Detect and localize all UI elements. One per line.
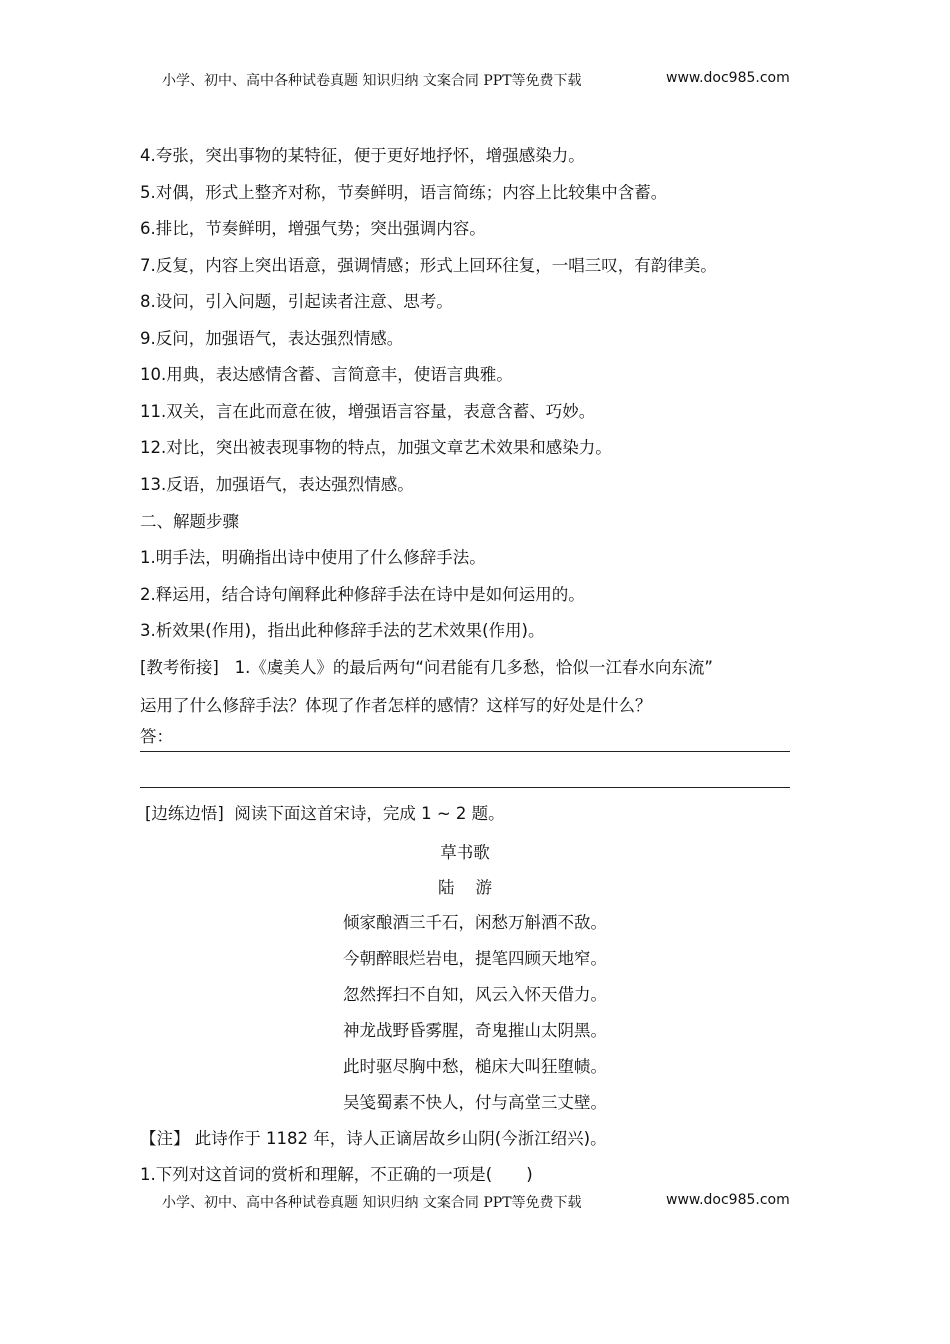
step-item: 2.释运用，结合诗句阐释此种修辞手法在诗中是如何运用的。 bbox=[140, 585, 585, 604]
banner-site-link[interactable]: www.doc985.com bbox=[666, 1192, 790, 1208]
step-item: 3.析效果(作用)，指出此种修辞手法的艺术效果(作用)。 bbox=[140, 621, 545, 640]
footer-banner bbox=[162, 1192, 802, 1212]
practice-instruction-text: 阅读下面这首宋诗，完成 1 ~ 2 题。 bbox=[234, 804, 505, 823]
technique-item: 9.反问，加强语气，表达强烈情感。 bbox=[140, 329, 404, 348]
poem-title: 草书歌 bbox=[440, 843, 490, 862]
step-item: 1.明手法，明确指出诗中使用了什么修辞手法。 bbox=[140, 548, 486, 567]
answer-underline bbox=[140, 751, 790, 752]
technique-item: 12.对比，突出被表现事物的特点，加强文章艺术效果和感染力。 bbox=[140, 438, 612, 457]
banner-site-link[interactable]: www.doc985.com bbox=[666, 70, 790, 86]
note-text: 此诗作于 1182 年，诗人正谪居故乡山阴(今浙江绍兴)。 bbox=[194, 1129, 607, 1148]
poem-line: 神龙战野昏雾腥，奇鬼摧山太阴黑。 bbox=[343, 1021, 607, 1040]
technique-item: 4.夸张，突出事物的某特征，便于更好地抒怀，增强感染力。 bbox=[140, 146, 585, 165]
technique-item: 13.反语，加强语气，表达强烈情感。 bbox=[140, 475, 414, 494]
question-1-close: ) bbox=[526, 1165, 533, 1184]
technique-item: 10.用典，表达感情含蓄、言简意丰，使语言典雅。 bbox=[140, 365, 513, 384]
note-label: 【注】 bbox=[140, 1129, 190, 1148]
steps-heading: 二、解题步骤 bbox=[140, 512, 239, 531]
exam-link-question-line1: 1.《虞美人》的最后两句“问君能有几多愁，恰似一江春水向东流” bbox=[234, 658, 713, 677]
poem-line: 倾家酿酒三千石，闲愁万斛酒不敌。 bbox=[343, 913, 607, 932]
poem-line: 吴笺蜀素不快人，付与高堂三丈壁。 bbox=[343, 1093, 607, 1112]
answer-field[interactable] bbox=[140, 727, 790, 752]
poem-author: 陆 游 bbox=[438, 878, 492, 897]
header-banner bbox=[162, 70, 802, 90]
banner-text: 小学、初中、高中各种试卷真题 知识归纳 文案合同 PPT等免费下载 bbox=[162, 73, 582, 89]
poem-line: 今朝醉眼烂岩电，提笔四顾天地窄。 bbox=[343, 949, 607, 968]
answer-underline-2[interactable] bbox=[140, 787, 790, 788]
exam-link-label: [教考衔接] bbox=[140, 658, 219, 677]
question-1-text: 1.下列对这首词的赏析和理解，不正确的一项是( bbox=[140, 1165, 493, 1184]
technique-item: 8.设问，引入问题，引起读者注意、思考。 bbox=[140, 292, 453, 311]
technique-item: 5.对偶，形式上整齐对称，节奏鲜明，语言简练；内容上比较集中含蓄。 bbox=[140, 183, 668, 202]
poem-line: 忽然挥扫不自知，风云入怀天借力。 bbox=[343, 985, 607, 1004]
exam-link-question-line2: 运用了什么修辞手法？体现了作者怎样的感情？这样写的好处是什么？ bbox=[140, 696, 652, 715]
technique-item: 7.反复，内容上突出语意，强调情感；形式上回环往复，一唱三叹，有韵律美。 bbox=[140, 256, 717, 275]
poem-line: 此时驱尽胸中愁，槌床大叫狂堕帻。 bbox=[343, 1057, 607, 1076]
practice-instruction bbox=[145, 803, 505, 825]
poem-note bbox=[140, 1128, 607, 1150]
practice-label: [边练边悟] bbox=[145, 804, 224, 823]
banner-text: 小学、初中、高中各种试卷真题 知识归纳 文案合同 PPT等免费下载 bbox=[162, 1195, 582, 1211]
technique-item: 11.双关，言在此而意在彼，增强语言容量，表意含蓄、巧妙。 bbox=[140, 402, 596, 421]
exam-link-question bbox=[140, 657, 713, 679]
question-1 bbox=[140, 1164, 533, 1186]
technique-item: 6.排比，节奏鲜明，增强气势；突出强调内容。 bbox=[140, 219, 486, 238]
answer-label: 答： bbox=[140, 727, 173, 746]
